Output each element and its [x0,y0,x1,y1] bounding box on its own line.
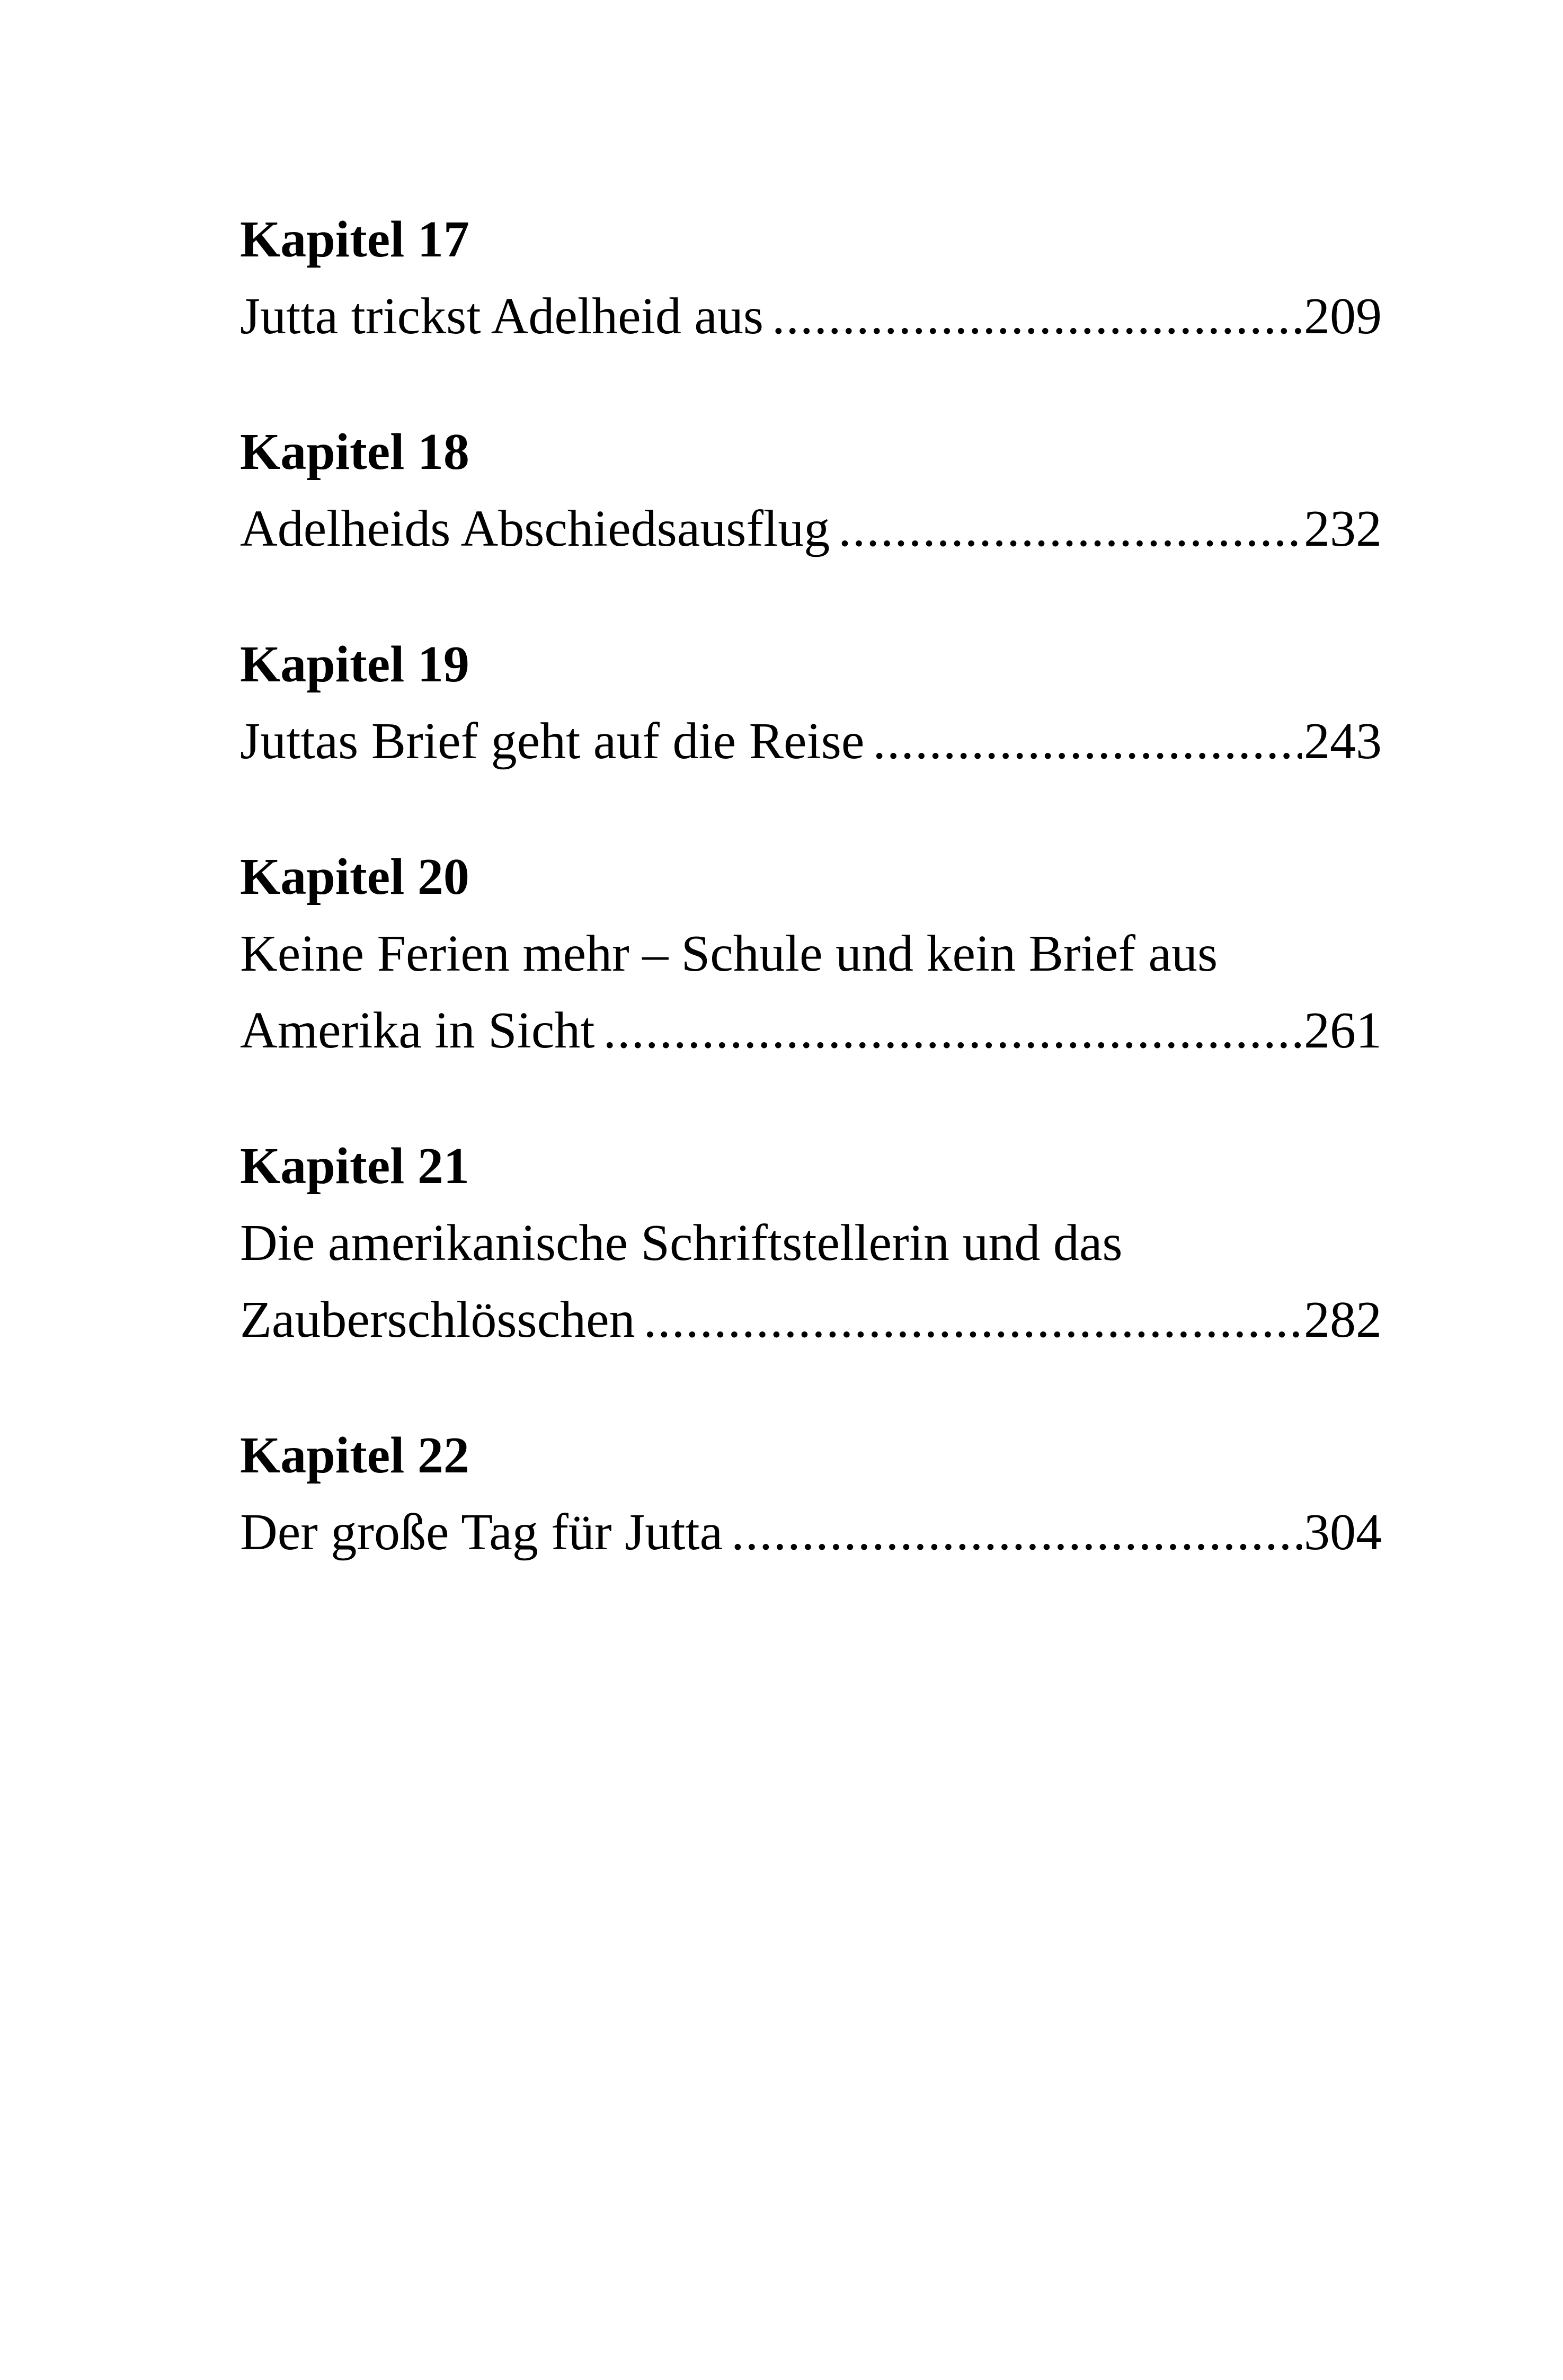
page-number: 282 [1304,1291,1382,1348]
toc-chapter-22 [240,1417,1382,1571]
toc-entry [240,1494,1382,1571]
toc-entry [240,916,1382,1069]
dot-leader [838,491,1302,567]
dot-leader [873,703,1302,780]
toc-entry-line [240,703,1382,780]
page-number: 261 [1304,1002,1382,1059]
toc-entry-line [240,278,1382,355]
chapter-heading: Kapitel 19 [240,636,469,693]
chapter-heading: Kapitel 17 [240,211,469,268]
chapter-title-line: Keine Ferien mehr – Schule und kein Brief aus [240,925,1218,982]
toc-entry [240,1205,1382,1358]
toc-chapter-18 [240,414,1382,567]
dot-leader [644,1282,1302,1358]
page-number: 232 [1304,500,1382,557]
chapter-title: Der große Tag für Jutta [240,1504,723,1561]
toc-chapter-20 [240,839,1382,1069]
toc-chapter-21 [240,1128,1382,1358]
page-number: 243 [1304,713,1382,770]
dot-leader [603,992,1302,1069]
dot-leader [772,278,1302,355]
toc-entry-line [240,992,1382,1069]
table-of-contents [240,201,1382,1630]
toc-entry-line [240,1282,1382,1358]
page-number: 209 [1304,288,1382,345]
page-number: 304 [1304,1504,1382,1561]
dot-leader [731,1494,1302,1571]
chapter-title: Zauberschlösschen [240,1291,635,1348]
toc-entry-line [240,1494,1382,1571]
chapter-title: Jutta trickst Adelheid aus [240,288,763,345]
chapter-title: Adelheids Abschiedsausflug [240,500,830,557]
chapter-heading: Kapitel 21 [240,1138,469,1195]
chapter-title: Amerika in Sicht [240,1002,595,1059]
toc-chapter-19 [240,626,1382,780]
toc-chapter-17 [240,201,1382,355]
toc-entry [240,703,1382,780]
toc-entry [240,278,1382,355]
chapter-heading: Kapitel 22 [240,1427,469,1484]
chapter-title: Juttas Brief geht auf die Reise [240,713,865,770]
chapter-heading: Kapitel 20 [240,848,469,905]
chapter-title-line: Die amerikanische Schriftstellerin und das [240,1214,1123,1272]
chapter-heading: Kapitel 18 [240,423,469,481]
toc-entry [240,491,1382,567]
toc-entry-line [240,491,1382,567]
